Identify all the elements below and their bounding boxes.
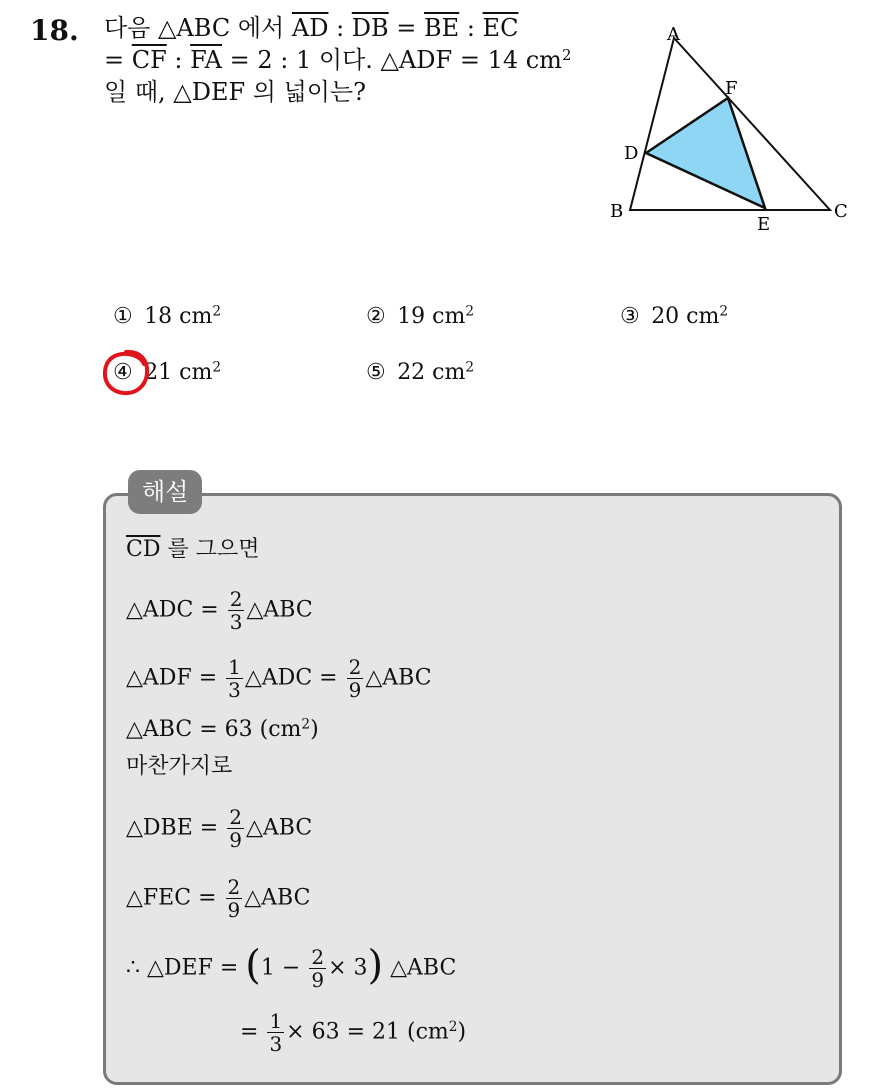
solution-line-8: ∴ △DEF = (1 − $\frac{2}{9}$ × 3) △ABC <box>126 942 457 992</box>
choice-1[interactable]: ① 18 $cm^2$ <box>113 303 222 329</box>
solution-line-1: $\overline{CD}$ 를 그으면 <box>126 537 260 562</box>
choice-3[interactable]: ③ 20 $cm^2$ <box>620 303 729 329</box>
problem-line-2: = $\overline{CF}$ : $\overline{FA} = 2$ : 1 이다. △ADF = 14 $cm^2$ <box>104 45 572 74</box>
solution-box <box>103 493 842 1085</box>
solution-line-9: = $\frac{1}{3}$ × 63 = 21 $(cm^2)$ <box>240 1009 467 1056</box>
solution-line-3: △ADF = $\frac{1}{3}$ △ADC = $\frac{2}{9}$ △ABC <box>126 655 432 702</box>
label-d: D <box>624 143 639 164</box>
problem-line-3: 일 때, △DEF 의 넓이는? <box>104 78 366 106</box>
solution-line-5: 마찬가지로 <box>126 754 233 779</box>
fraction: $\frac{2}{9}$ <box>229 805 242 852</box>
fraction: $\frac{2}{9}$ <box>348 655 362 702</box>
solution-line-4: △ABC = 63 $(cm^2)$ <box>126 716 319 742</box>
solution-line-2: △ADC = $\frac{2}{3}$ △ABC <box>126 587 313 634</box>
label-b: B <box>610 201 624 222</box>
solution-tag: 해설 <box>128 470 202 514</box>
solution-line-6: △DBE = $\frac{2}{9}$ △ABC <box>126 805 313 852</box>
label-f: F <box>725 78 738 99</box>
fraction: $\frac{2}{3}$ <box>229 587 243 634</box>
triangle-figure <box>605 20 865 240</box>
choice-4[interactable]: ④ 21 $cm^2$ <box>113 359 222 385</box>
choice-2[interactable]: ② 19 $cm^2$ <box>366 303 475 329</box>
label-c: C <box>834 201 848 222</box>
problem-text <box>104 12 594 108</box>
fraction: $\frac{1}{3}$ <box>228 655 241 702</box>
fraction: $\frac{1}{3}$ <box>269 1009 283 1056</box>
problem-line-1: 다음 △ABC 에서 $\overline{AD}$ : $\overline{DB} = \overline{BE}$ : $\overline{EC}$ <box>104 14 519 42</box>
fraction: $\frac{2}{9}$ <box>227 875 241 922</box>
fraction: $\frac{2}{9}$ <box>311 945 325 992</box>
choice-5[interactable]: ⑤ 22 $cm^2$ <box>366 359 475 385</box>
selection-circle <box>100 348 152 398</box>
problem-number: 18. <box>30 14 79 47</box>
solution-line-7: △FEC = $\frac{2}{9}$ △ABC <box>126 875 311 922</box>
label-e: E <box>757 214 771 235</box>
label-a: A <box>667 24 680 45</box>
